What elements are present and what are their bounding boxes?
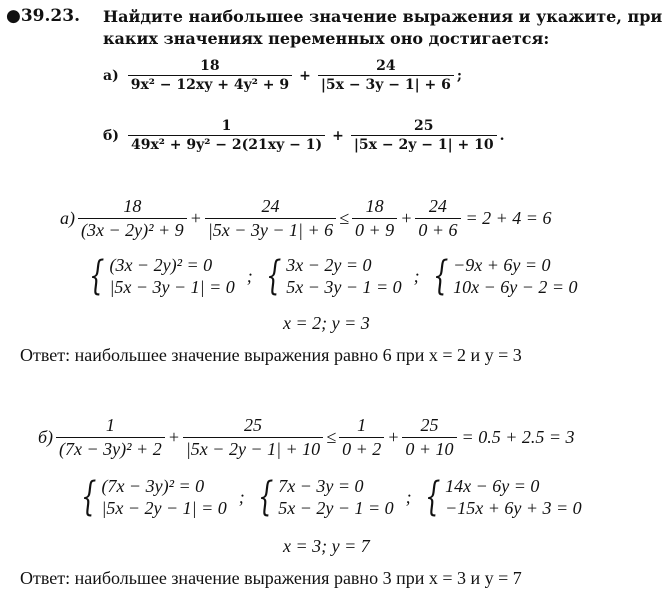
solution-a-inequality [60, 196, 551, 241]
solution-a-answer: Ответ: наибольшее значение выражения равно 6 при x = 2 и y = 3 [20, 345, 522, 365]
solution-a-label: а) [60, 208, 75, 228]
equation-tail: = 2 + 4 = 6 [465, 208, 552, 228]
curly-brace: { [265, 253, 282, 299]
equation-system [261, 254, 402, 298]
equation-system [428, 254, 578, 298]
system-line: |5x − 2y − 1| = 0 [101, 498, 227, 518]
plus-sign: + [299, 67, 311, 84]
problem-a-label: а) [103, 67, 119, 84]
plus-sign: + [387, 427, 400, 447]
fraction-denominator: |5x − 3y − 1| + 6 [318, 75, 454, 93]
solution-b-inequality [38, 415, 575, 460]
system-line: 3x − 2y = 0 [286, 255, 372, 275]
curly-brace: { [424, 474, 441, 520]
fraction [205, 196, 336, 241]
fraction-numerator: 24 [428, 196, 447, 216]
system-line: 14x − 6y = 0 [445, 476, 540, 496]
equation-system [84, 254, 235, 298]
plus-sign: + [189, 208, 202, 228]
fraction-numerator: 1 [357, 415, 367, 435]
solution-b-result: x = 3; y = 7 [283, 536, 370, 556]
fraction-numerator: 18 [123, 196, 142, 216]
fraction-denominator: 0 + 10 [402, 437, 456, 460]
system-line: 7x − 3y = 0 [278, 476, 364, 496]
fraction-denominator: 0 + 9 [352, 218, 397, 241]
plus-sign: + [332, 127, 344, 144]
problem-a-fraction-2 [318, 58, 454, 93]
system-line: (3x − 2y)² = 0 [109, 255, 213, 275]
problem-number: ●39.23. [6, 6, 80, 26]
fraction-numerator: 1 [221, 118, 232, 134]
fraction-denominator: 0 + 2 [339, 437, 384, 460]
fraction [339, 415, 384, 460]
fraction-denominator: |5x − 3y − 1| + 6 [205, 218, 336, 241]
fraction [352, 196, 397, 241]
solution-a-result: x = 2; y = 3 [283, 313, 370, 333]
solution-b-label: б) [38, 427, 54, 447]
problem-text-line2: каких значениях переменных оно достигается: [103, 29, 550, 48]
system-line: 10x − 6y − 2 = 0 [453, 277, 578, 297]
problem-text-line1: Найдите наибольшее значение выражения и укажите, при [103, 7, 663, 26]
fraction-denominator: 0 + 6 [415, 218, 460, 241]
fraction [415, 196, 460, 241]
separator: ; [246, 265, 253, 286]
equation-system [253, 475, 394, 519]
separator: ; [405, 486, 412, 507]
fraction-numerator: 25 [244, 415, 263, 435]
solution-b-systems [76, 475, 586, 519]
solution-a-systems [84, 254, 582, 298]
curly-brace: { [432, 253, 449, 299]
fraction-denominator: |5x − 2y − 1| + 10 [351, 135, 497, 153]
end-punctuation: . [499, 127, 505, 144]
fraction-denominator: (3x − 2y)² + 9 [78, 218, 187, 241]
system-line: 5x − 3y − 1 = 0 [286, 277, 402, 297]
plus-sign: + [167, 427, 180, 447]
fraction-numerator: 1 [105, 415, 115, 435]
system-line: −15x + 6y + 3 = 0 [445, 498, 582, 518]
fraction-numerator: 25 [413, 118, 434, 134]
curly-brace: { [81, 474, 97, 520]
separator: ; [238, 486, 245, 507]
solution-b-answer: Ответ: наибольшее значение выражения равно 3 при x = 3 и y = 7 [20, 568, 522, 588]
problem-b-label: б) [103, 127, 119, 144]
end-punctuation: ; [456, 67, 463, 84]
fraction [402, 415, 456, 460]
fraction-denominator: 49x² + 9y² − 2(21xy − 1) [128, 135, 325, 153]
fraction [78, 196, 187, 241]
fraction-numerator: 24 [376, 58, 396, 74]
fraction-numerator: 18 [365, 196, 384, 216]
problem-part-b [103, 118, 505, 153]
problem-part-a [103, 58, 462, 93]
curly-brace: { [257, 474, 274, 520]
fraction [56, 415, 165, 460]
fraction-denominator: |5x − 2y − 1| + 10 [183, 437, 323, 460]
system-line: −9x + 6y = 0 [453, 255, 551, 275]
fraction-numerator: 25 [420, 415, 439, 435]
plus-sign: + [400, 208, 413, 228]
equation-tail: = 0.5 + 2.5 = 3 [461, 427, 575, 447]
system-line: (7x − 3y)² = 0 [101, 476, 205, 496]
problem-b-fraction-1 [128, 118, 325, 153]
problem-b-fraction-2 [351, 118, 497, 153]
system-line: 5x − 2y − 1 = 0 [278, 498, 394, 518]
fraction-denominator: 9x² − 12xy + 4y² + 9 [128, 75, 292, 93]
separator: ; [413, 265, 420, 286]
curly-brace: { [89, 253, 105, 299]
fraction-denominator: (7x − 3y)² + 2 [56, 437, 165, 460]
fraction-numerator: 18 [200, 58, 220, 74]
less-equal-sign: ≤ [339, 208, 350, 228]
fraction-numerator: 24 [261, 196, 280, 216]
system-line: |5x − 3y − 1| = 0 [109, 277, 235, 297]
less-equal-sign: ≤ [326, 427, 337, 447]
fraction [183, 415, 323, 460]
equation-system [76, 475, 227, 519]
problem-a-fraction-1 [128, 58, 292, 93]
equation-system [420, 475, 582, 519]
